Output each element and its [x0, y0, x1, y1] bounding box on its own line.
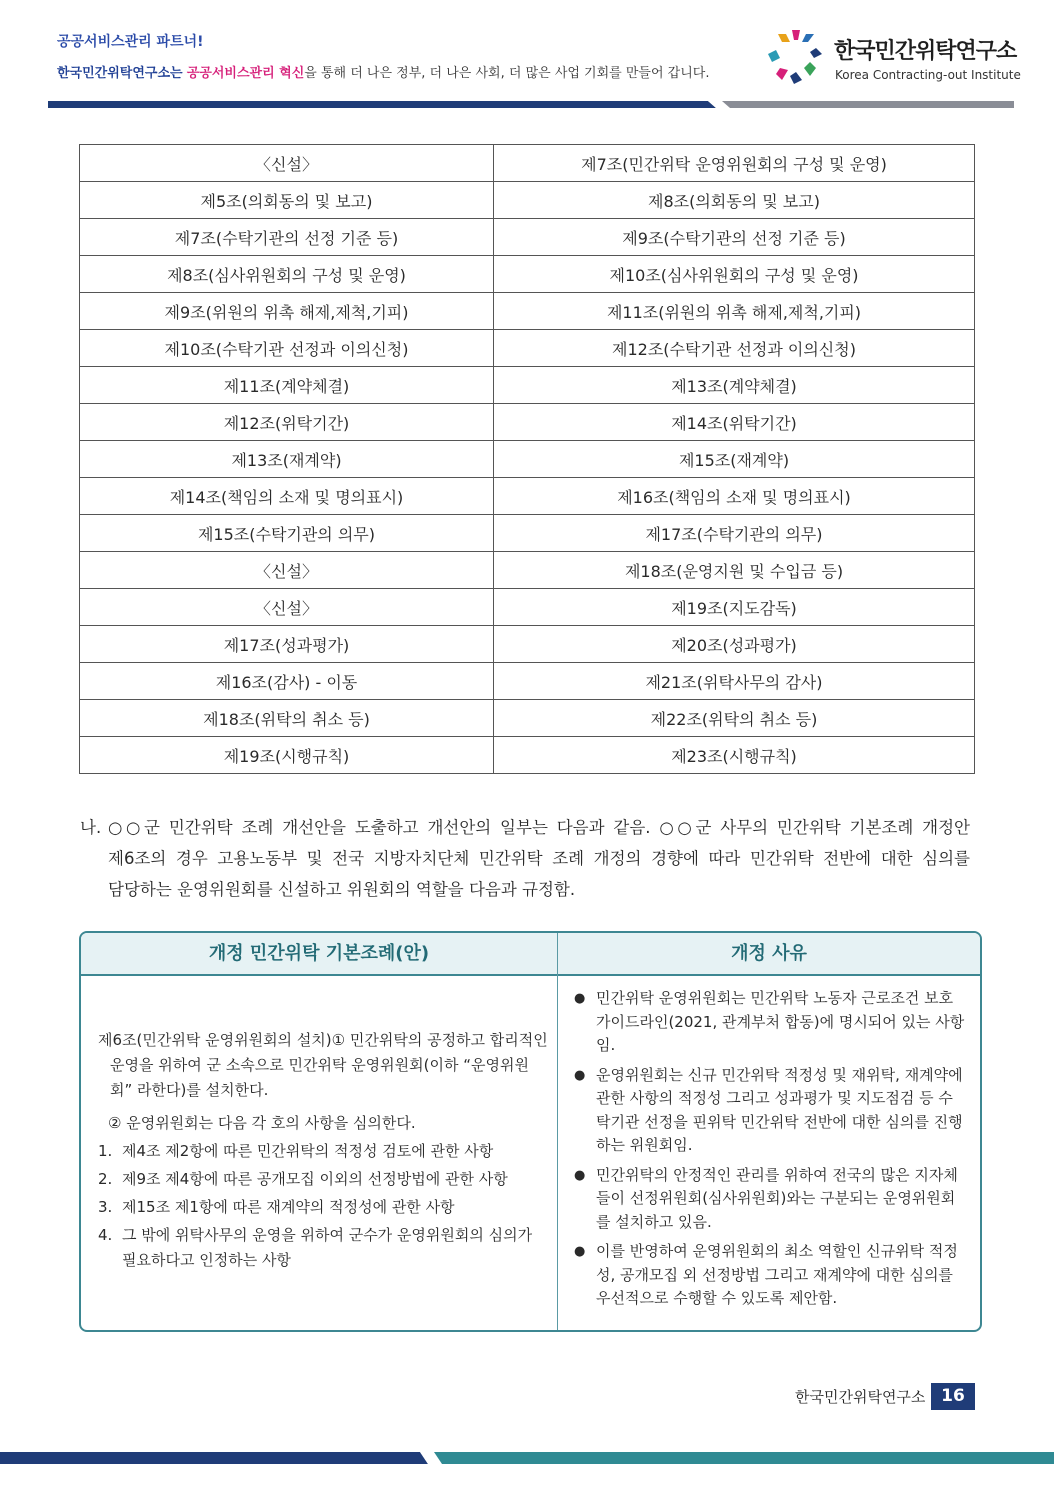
item-text: 제4조 제2항에 따른 민간위탁의 적정성 검토에 관한 사항	[122, 1142, 494, 1160]
item-number: 4.	[98, 1226, 113, 1244]
table-row	[80, 441, 975, 478]
table-row	[80, 478, 975, 515]
old-article-cell: 제13조(재계약)	[80, 441, 494, 478]
item-text: 그 밖에 위탁사무의 운영을 위하여 군수가 운영위원회의 심의가 필요하다고 인정하는 사항	[122, 1226, 533, 1269]
old-article-cell: 〈신설〉	[80, 589, 494, 626]
header-slogan	[57, 62, 709, 81]
table-row	[80, 589, 975, 626]
table-row	[80, 330, 975, 367]
table-row	[80, 700, 975, 737]
item-text: 제15조 제1항에 따른 재계약의 적정성에 관한 사항	[122, 1198, 455, 1216]
article-6-intro: 제6조(민간위탁 운영위원회의 설치)① 민간위탁의 공정하고 합리적인 운영을 위하여 군 소속으로 민간위탁 운영위원회(이하 “운영위원회” 라한다)를 설치한다.	[98, 1031, 548, 1099]
comparison-header-row	[81, 933, 980, 976]
item-number: 1.	[98, 1142, 113, 1160]
new-article-cell: 제23조(시행규칙)	[494, 737, 975, 774]
old-article-cell: 제18조(위탁의 취소 등)	[80, 700, 494, 737]
new-article-cell: 제9조(수탁기관의 선정 기준 등)	[494, 219, 975, 256]
article-mapping-table	[79, 144, 975, 774]
footer-org-name: 한국민간위탁연구소	[795, 1388, 926, 1406]
new-article-cell: 제15조(재계약)	[494, 441, 975, 478]
paragraph-text: ○○군 민간위탁 조례 개선안을 도출하고 개선안의 일부는 다음과 같음. ○○군 사무의 민간위탁 기본조례 개정안 제6조의 경우 고용노동부 및 전국 지방자치단체 민간위탁 조례 개정의 경향에 따라 민간위탁 전반에 대한 심의를 담당하는 운영위원회를 신설하고 위원회의 역할을 다음과 규정함.	[108, 818, 970, 899]
bullet-text: 이를 반영하여 운영위원회의 최소 역할인 신규위탁 적정성, 공개모집 외 선정방법 그리고 재계약에 대한 심의를 우선적으로 수행할 수 있도록 제안함.	[596, 1242, 958, 1307]
item-number: 2.	[98, 1170, 113, 1188]
item-number: 3.	[98, 1198, 113, 1216]
old-article-cell: 제9조(위원의 위촉 해제,제척,기피)	[80, 293, 494, 330]
article-6-clause-2: ② 운영위원회는 다음 각 호의 사항을 심의한다.	[108, 1114, 416, 1132]
slogan-rest: 을 통해 더 나은 정부, 더 나은 사회, 더 많은 사업 기회를 만들어 갑니다.	[304, 66, 710, 81]
page-number: 16	[931, 1383, 975, 1410]
logo-name-ko: 한국민간위탁연구소	[834, 39, 1017, 64]
new-article-cell: 제18조(운영지원 및 수입금 등)	[494, 552, 975, 589]
list-item	[98, 1139, 548, 1164]
new-article-cell: 제20조(성과평가)	[494, 626, 975, 663]
new-article-cell: 제19조(지도감독)	[494, 589, 975, 626]
slogan-highlight: 공공서비스관리 혁신	[186, 66, 305, 81]
revision-reasons	[574, 987, 966, 1317]
old-article-cell: 〈신설〉	[80, 552, 494, 589]
header-divider	[48, 100, 1014, 109]
table-row	[80, 515, 975, 552]
list-item	[574, 1240, 966, 1311]
old-article-cell: 제14조(책임의 소재 및 명의표시)	[80, 478, 494, 515]
new-article-cell: 제17조(수탁기관의 의무)	[494, 515, 975, 552]
bullet-text: 민간위탁 운영위원회는 민간위탁 노동자 근로조건 보호 가이드라인(2021, 관계부처 합동)에 명시되어 있는 사항임.	[596, 989, 965, 1054]
old-article-cell: 제16조(감사) - 이동	[80, 663, 494, 700]
table-row	[80, 626, 975, 663]
old-article-cell: 제10조(수탁기관 선정과 이의신청)	[80, 330, 494, 367]
table-row	[80, 552, 975, 589]
old-article-cell: 제11조(계약체결)	[80, 367, 494, 404]
footer-divider	[0, 1451, 1054, 1465]
table-row	[80, 737, 975, 774]
list-item	[574, 1064, 966, 1158]
old-article-cell: 〈신설〉	[80, 145, 494, 182]
table-row	[80, 663, 975, 700]
list-item	[574, 1164, 966, 1235]
new-article-cell: 제11조(위원의 위촉 해제,제척,기피)	[494, 293, 975, 330]
bullet-icon: ●	[574, 1067, 586, 1083]
list-item	[98, 1167, 548, 1192]
old-article-cell: 제8조(심사위원회의 구성 및 운영)	[80, 256, 494, 293]
table-row	[80, 256, 975, 293]
new-article-cell: 제13조(계약체결)	[494, 367, 975, 404]
new-article-cell: 제22조(위탁의 취소 등)	[494, 700, 975, 737]
proposed-ordinance-text	[98, 1028, 548, 1273]
old-article-cell: 제17조(성과평가)	[80, 626, 494, 663]
list-item	[98, 1195, 548, 1220]
body-paragraph	[80, 812, 970, 905]
old-article-cell: 제5조(의회동의 및 보고)	[80, 182, 494, 219]
new-article-cell: 제7조(민간위탁 운영위원회의 구성 및 운영)	[494, 145, 975, 182]
paragraph-marker: 나.	[80, 818, 102, 837]
new-article-cell: 제10조(심사위원회의 구성 및 운영)	[494, 256, 975, 293]
old-article-cell: 제7조(수탁기관의 선정 기준 등)	[80, 219, 494, 256]
bullet-text: 민간위탁의 안정적인 관리를 위하여 전국의 많은 지자체들이 선정위원회(심사위원회)와는 구분되는 운영위원회를 설치하고 있음.	[596, 1165, 958, 1231]
left-column-header: 개정 민간위탁 기본조례(안)	[208, 943, 430, 964]
old-article-cell: 제12조(위탁기간)	[80, 404, 494, 441]
new-article-cell: 제12조(수탁기관 선정과 이의신청)	[494, 330, 975, 367]
bullet-icon: ●	[574, 1244, 586, 1259]
header-tagline: 공공서비스관리 파트너!	[57, 34, 204, 50]
table-row	[80, 293, 975, 330]
table-row	[80, 404, 975, 441]
logo	[766, 28, 1021, 88]
new-article-cell: 제8조(의회동의 및 보고)	[494, 182, 975, 219]
right-column-header: 개정 사유	[731, 943, 807, 964]
comparison-table	[79, 931, 982, 1332]
list-item	[574, 987, 966, 1058]
new-article-cell: 제16조(책임의 소재 및 명의표시)	[494, 478, 975, 515]
table-row	[80, 145, 975, 182]
bullet-icon: ●	[574, 1167, 586, 1183]
old-article-cell: 제19조(시행규칙)	[80, 737, 494, 774]
old-article-cell: 제15조(수탁기관의 의무)	[80, 515, 494, 552]
table-row	[80, 219, 975, 256]
table-row	[80, 367, 975, 404]
new-article-cell: 제14조(위탁기간)	[494, 404, 975, 441]
table-row	[80, 182, 975, 219]
logo-name-en: Korea Contracting-out Institute	[835, 68, 1021, 82]
bullet-text: 운영위원회는 신규 민간위탁 적정성 및 재위탁, 재계약에 관한 사항의 적정성 그리고 성과평가 및 지도점검 등 수탁기관 선정을 핀위탁 민간위탁 전반에 대한 심의를 진행하는 위원회임.	[596, 1065, 963, 1154]
new-article-cell: 제21조(위탁사무의 감사)	[494, 663, 975, 700]
star-burst-logo-icon	[766, 28, 824, 86]
item-text: 제9조 제4항에 따른 공개모집 이외의 선정방법에 관한 사항	[122, 1170, 508, 1188]
column-divider	[557, 933, 558, 1330]
list-item	[98, 1223, 548, 1273]
slogan-org: 한국민간위탁연구소는	[57, 66, 183, 81]
bullet-icon: ●	[574, 991, 586, 1006]
